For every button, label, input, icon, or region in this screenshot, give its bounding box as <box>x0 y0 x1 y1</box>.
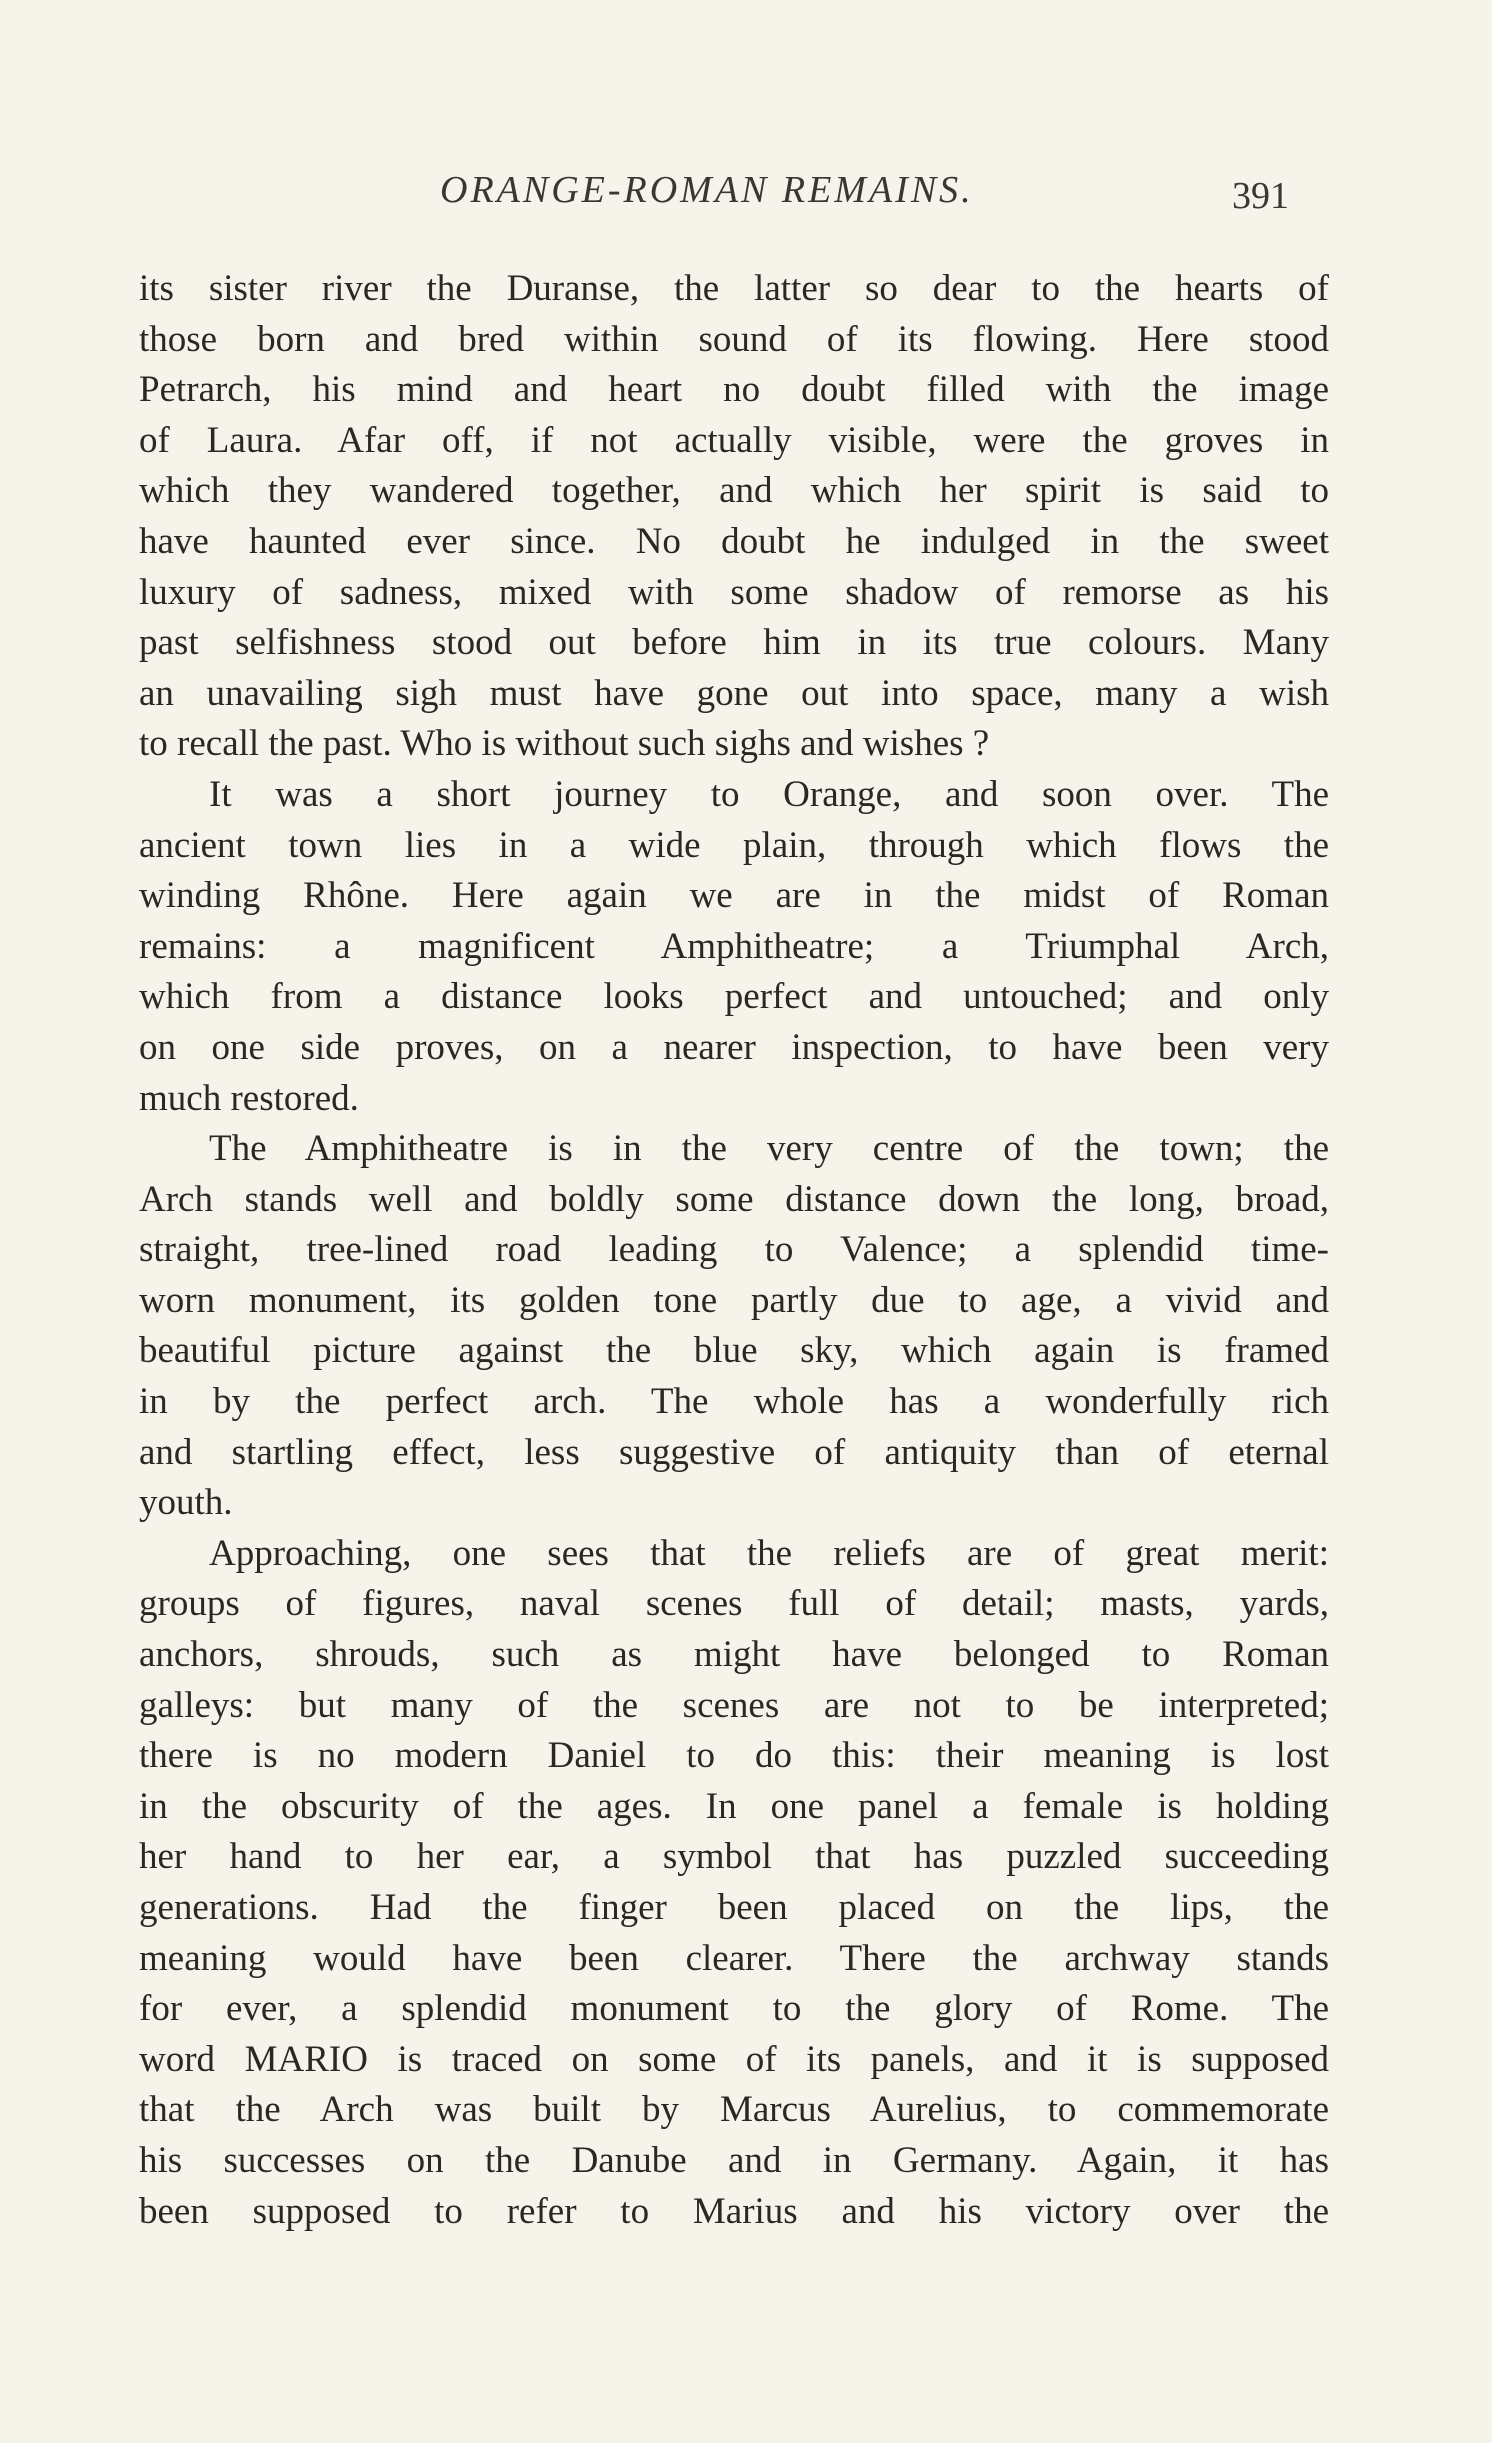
text-line: winding Rhône. Here again we are in the midst of Roman <box>139 875 1329 917</box>
text-line: those born and bred within sound of its flowing. Here stood <box>139 318 1329 360</box>
text-line: galleys: but many of the scenes are not to be interpreted; <box>139 1684 1329 1726</box>
text-line: which from a distance looks perfect and untouched; and only <box>139 976 1329 1018</box>
text-line: Approaching, one sees that the reliefs are of great merit: <box>209 1532 1329 1574</box>
page-number: 391 <box>1232 175 1289 217</box>
text-line: much restored. <box>139 1077 359 1119</box>
text-line: generations. Had the finger been placed on the lips, the <box>139 1887 1329 1928</box>
text-line: on one side proves, on a nearer inspection, to have been very <box>139 1026 1329 1068</box>
text-line: worn monument, its golden tone partly due to age, a vivid and <box>139 1279 1329 1321</box>
text-line: straight, tree-lined road leading to Valence; a splendid time- <box>139 1229 1329 1271</box>
text-line: meaning would have been clearer. There the archway stands <box>139 1937 1329 1979</box>
text-line: and startling effect, less suggestive of antiquity than of eternal <box>139 1431 1329 1473</box>
text-line: luxury of sadness, mixed with some shadow of remorse as his <box>139 571 1329 613</box>
text-line: to recall the past. Who is without such sighs and wishes ? <box>139 723 990 765</box>
running-title: ORANGE-ROMAN REMAINS. <box>440 169 974 211</box>
text-line: ancient town lies in a wide plain, through which flows the <box>139 824 1329 866</box>
text-line: The Amphitheatre is in the very centre of the town; the <box>209 1128 1329 1170</box>
text-line: youth. <box>139 1482 233 1524</box>
text-line: which they wandered together, and which her spirit is said to <box>139 470 1329 512</box>
text-line: anchors, shrouds, such as might have belonged to Roman <box>139 1634 1329 1676</box>
text-line: his successes on the Danube and in Germany. Again, it has <box>139 2139 1329 2181</box>
text-line: for ever, a splendid monument to the glory of Rome. The <box>139 1988 1329 2030</box>
text-line: Arch stands well and boldly some distance down the long, broad, <box>139 1178 1329 1220</box>
text-line: groups of figures, naval scenes full of detail; masts, yards, <box>139 1583 1329 1625</box>
text-line: beautiful picture against the blue sky, which again is framed <box>139 1330 1329 1372</box>
body-text <box>139 264 1329 2237</box>
text-line: an unavailing sigh must have gone out into space, many a wish <box>139 672 1329 714</box>
text-line: remains: a magnificent Amphitheatre; a Triumphal Arch, <box>139 925 1329 967</box>
running-head <box>0 168 1492 228</box>
text-line: been supposed to refer to Marius and his victory over the <box>139 2190 1329 2232</box>
text-line: It was a short journey to Orange, and soon over. The <box>209 773 1329 815</box>
text-line: have haunted ever since. No doubt he indulged in the sweet <box>139 520 1329 562</box>
text-line: in by the perfect arch. The whole has a wonderfully rich <box>139 1381 1329 1423</box>
text-line: of Laura. Afar off, if not actually visible, were the groves in <box>139 419 1329 461</box>
text-line: Petrarch, his mind and heart no doubt filled with the image <box>139 369 1329 411</box>
text-line: word MARIO is traced on some of its panels, and it is supposed <box>139 2038 1329 2080</box>
text-line: her hand to her ear, a symbol that has puzzled succeeding <box>139 1836 1329 1878</box>
text-line: past selfishness stood out before him in its true colours. Many <box>139 622 1329 664</box>
text-line: its sister river the Duranse, the latter so dear to the hearts of <box>139 268 1329 309</box>
text-line: there is no modern Daniel to do this: their meaning is lost <box>139 1735 1329 1777</box>
text-line: that the Arch was built by Marcus Aurelius, to commemorate <box>139 2089 1329 2131</box>
text-line: in the obscurity of the ages. In one panel a female is holding <box>139 1785 1329 1827</box>
